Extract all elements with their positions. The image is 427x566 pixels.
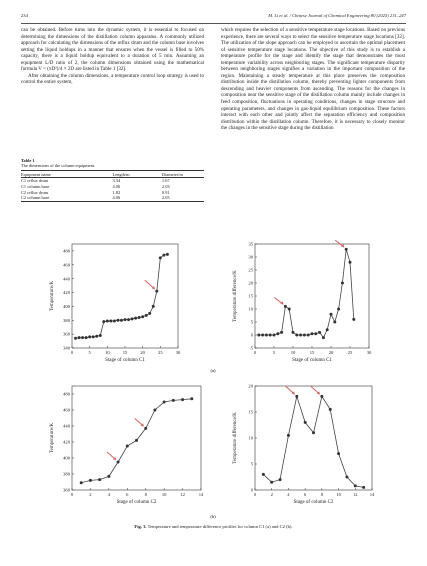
figure-panel-label-b: (b) bbox=[210, 514, 216, 519]
data-point bbox=[74, 337, 77, 340]
y-tick-label: 10 bbox=[248, 435, 253, 441]
figure-panel-label-a: (a) bbox=[210, 368, 216, 373]
x-tick-label: 30 bbox=[175, 350, 181, 355]
data-point bbox=[265, 334, 268, 337]
series-line bbox=[259, 249, 354, 337]
plot-frame bbox=[255, 386, 372, 490]
y-tick-label: 480 bbox=[63, 391, 70, 397]
x-tick-label: 6 bbox=[303, 492, 307, 497]
table-cell: C1 column base bbox=[21, 184, 50, 190]
y-tick-label: 420 bbox=[63, 439, 70, 445]
data-point bbox=[181, 398, 184, 401]
data-point bbox=[269, 334, 272, 337]
data-point bbox=[304, 421, 307, 424]
figure-caption bbox=[21, 524, 406, 529]
data-point bbox=[352, 318, 355, 321]
table-cell: 4.06 bbox=[113, 195, 162, 201]
data-point bbox=[257, 334, 260, 337]
table-cell: 1.67 bbox=[161, 178, 170, 184]
x-tick-label: 4 bbox=[287, 492, 290, 497]
x-tick-label: 30 bbox=[366, 350, 372, 355]
data-point bbox=[172, 399, 175, 402]
data-point bbox=[341, 282, 344, 285]
x-tick-label: 12 bbox=[180, 492, 185, 497]
data-point bbox=[113, 319, 116, 322]
series-line bbox=[263, 396, 363, 487]
data-point bbox=[92, 335, 95, 338]
table-cell: C1 reflux drum bbox=[21, 178, 49, 184]
y-axis-label: Temperature difference/K bbox=[233, 412, 238, 464]
data-point bbox=[141, 315, 144, 318]
data-point bbox=[284, 305, 287, 308]
data-point bbox=[109, 319, 112, 322]
data-point bbox=[162, 254, 165, 257]
data-point bbox=[116, 319, 119, 322]
data-point bbox=[318, 331, 321, 334]
data-point bbox=[262, 473, 265, 476]
data-point bbox=[153, 409, 156, 412]
chart-panel-1 bbox=[50, 244, 181, 363]
y-tick-label: 25 bbox=[248, 267, 253, 273]
y-tick-label: 30 bbox=[248, 254, 253, 260]
left-paragraph-2: After obtaining the column dimensions, a temperature control loop strategy is used to control the entire system, bbox=[21, 72, 204, 86]
plot-frame bbox=[72, 386, 201, 490]
x-tick-label: 0 bbox=[253, 492, 257, 497]
data-point bbox=[134, 317, 137, 320]
data-point bbox=[322, 336, 325, 339]
data-point bbox=[299, 334, 302, 337]
y-tick-label: 0 bbox=[250, 332, 253, 338]
data-point bbox=[333, 321, 336, 324]
y-tick-label: 5 bbox=[250, 319, 253, 325]
data-point bbox=[311, 332, 314, 335]
x-tick-label: 6 bbox=[126, 492, 129, 497]
data-point bbox=[320, 395, 323, 398]
data-point bbox=[95, 335, 98, 338]
x-tick-label: 10 bbox=[161, 492, 167, 497]
table-cell: 2.03 bbox=[161, 184, 170, 190]
data-point bbox=[345, 476, 348, 479]
x-tick-label: 10 bbox=[290, 350, 296, 355]
chart-panel-2 bbox=[233, 242, 372, 363]
data-point bbox=[85, 336, 88, 339]
data-point bbox=[303, 334, 306, 337]
x-tick-label: 5 bbox=[272, 350, 276, 355]
x-tick-label: 25 bbox=[347, 350, 353, 355]
table-caption: The dimensions of the column equipment. bbox=[21, 163, 96, 168]
data-point bbox=[138, 316, 141, 319]
data-point bbox=[124, 318, 127, 321]
x-axis-label: Stage of column C2 bbox=[293, 500, 334, 505]
y-tick-label: 20 bbox=[248, 280, 253, 286]
y-tick-label: 20 bbox=[248, 383, 253, 389]
data-point bbox=[190, 397, 193, 400]
y-tick-label: 340 bbox=[63, 345, 70, 351]
data-point bbox=[362, 486, 365, 489]
y-tick-label: 460 bbox=[63, 407, 70, 413]
x-tick-label: 14 bbox=[198, 492, 204, 497]
data-point bbox=[99, 334, 102, 337]
data-point bbox=[81, 336, 84, 339]
data-point bbox=[135, 439, 138, 442]
x-tick-label: 12 bbox=[352, 492, 358, 497]
x-tick-label: 4 bbox=[107, 492, 111, 497]
data-point bbox=[144, 427, 147, 430]
data-point bbox=[131, 317, 134, 320]
table-cell: 0.91 bbox=[161, 189, 170, 195]
plot-frame bbox=[72, 244, 178, 348]
y-axis-label: Temperature/K bbox=[50, 422, 55, 454]
y-axis-label: Temperature/K bbox=[50, 280, 55, 312]
y-tick-label: 15 bbox=[248, 409, 253, 415]
y-tick-label: 380 bbox=[63, 317, 70, 323]
x-tick-label: 10 bbox=[105, 350, 110, 355]
series-line bbox=[76, 254, 168, 338]
table-cell: 4.06 bbox=[112, 184, 121, 190]
x-axis-label: Stage of column C1 bbox=[292, 358, 332, 363]
data-point bbox=[102, 320, 105, 323]
journal-citation: M. Li et al. / Chinese Journal of Chemical Engineering 80 (2025) 231–247 bbox=[268, 13, 406, 18]
y-tick-label: 440 bbox=[63, 276, 70, 282]
y-tick-label: 400 bbox=[63, 455, 70, 461]
y-tick-label: 15 bbox=[248, 293, 253, 299]
data-point bbox=[78, 336, 81, 339]
x-axis-label: Stage of column C2 bbox=[116, 500, 157, 505]
x-tick-label: 15 bbox=[122, 350, 128, 355]
y-tick-label: -5 bbox=[249, 345, 253, 351]
y-tick-label: 10 bbox=[248, 306, 253, 312]
data-point bbox=[120, 319, 123, 322]
data-point bbox=[107, 475, 110, 478]
data-point bbox=[106, 319, 109, 322]
right-paragraph-1: which requires the selection of a sensitive temperature stage locations. Based on previous experience, there are several ways to select the sensitive temperature stage locations [32]. The utilization of the slope approach can be employed to ascertain the optimal placement of sensitive temperature stage locations. The objective of this study is to establish a temperature profile for the stage and identify the stage that demonstrates the most temperature variability across neighboring stages. The significant temperature disparity between neighboring stages signifies a variation in the important composition of the region. Maintaining a steady temperature at this place preserves the composition distribution inside the distillation column, thereby preventing lighter components from descending and heavier components from ascending. The reasons for the changes in composition near the sensitive stage of the distillation column mainly include changes in feed composition, fluctuations in operating conditions, changes in stage structure and operating parameters, and changes in gas-liquid equilibrium composition. These factors interact with each other and jointly affect the separation efficiency and composition distribution within the distillation column. Therefore, it is necessary to closely monitor the changes in the sensitive stage during the distillation bbox=[221, 27, 405, 132]
y-tick-label: 480 bbox=[63, 248, 70, 254]
x-tick-label: 0 bbox=[253, 350, 257, 355]
data-point bbox=[280, 331, 283, 334]
data-point bbox=[163, 401, 166, 404]
data-point bbox=[330, 313, 333, 316]
data-point bbox=[98, 478, 101, 481]
data-point bbox=[326, 328, 329, 331]
x-tick-label: 15 bbox=[309, 350, 315, 355]
table-cell: C2 reflux drum bbox=[21, 189, 49, 195]
figure-caption-text: Temperature and temperature difference profiles for column C1 (a) and C2 (b). bbox=[147, 524, 293, 529]
x-tick-label: 2 bbox=[89, 492, 92, 497]
y-tick-label: 440 bbox=[63, 423, 70, 429]
data-point bbox=[349, 261, 352, 264]
data-point bbox=[345, 248, 348, 251]
data-point bbox=[314, 332, 317, 335]
data-point bbox=[88, 335, 91, 338]
figure-caption-number: Fig. 3. bbox=[134, 524, 147, 529]
data-point bbox=[126, 445, 129, 448]
x-tick-label: 8 bbox=[320, 492, 324, 497]
x-tick-label: 20 bbox=[328, 350, 334, 355]
data-point bbox=[117, 461, 120, 464]
data-point bbox=[89, 479, 92, 482]
table-header-cell: Equipment name bbox=[21, 171, 113, 178]
data-point bbox=[292, 331, 295, 334]
data-point bbox=[166, 253, 169, 256]
table-header-cell: Length/m bbox=[113, 171, 162, 178]
data-point bbox=[288, 308, 291, 311]
data-point bbox=[80, 481, 83, 484]
x-axis-label: Stage of column C1 bbox=[105, 358, 145, 363]
page-number: 234 bbox=[21, 13, 28, 18]
x-tick-label: 0 bbox=[70, 492, 74, 497]
x-tick-label: 0 bbox=[70, 350, 74, 355]
data-point bbox=[155, 290, 158, 293]
data-point bbox=[307, 334, 310, 337]
data-point bbox=[354, 484, 357, 487]
data-point bbox=[276, 332, 279, 335]
x-tick-label: 25 bbox=[158, 350, 163, 355]
x-tick-label: 8 bbox=[144, 492, 147, 497]
table-caption-number: Table 1 bbox=[21, 158, 35, 163]
y-tick-label: 35 bbox=[248, 241, 253, 247]
x-tick-label: 5 bbox=[88, 350, 91, 355]
data-point bbox=[287, 434, 290, 437]
data-point bbox=[295, 334, 298, 337]
y-axis-label: Temperature difference/K bbox=[233, 270, 238, 322]
y-tick-label: 460 bbox=[63, 262, 70, 268]
left-paragraph-1: can be obtained. Before turns into the dynamic system, it is essential to focused on determining the dimensions of the distillation column apparatus. A commonly utilized approach for calculating the dimensions of the reflux drum and the column base involves setting the liquid holdups in a manner that ensures when the vessel is filled to 50% capacity, there is a liquid holdup equivalent to a duration of 5 min. Assuming an equipment L/D ratio of 2, the column dimensions obtained using the mathematical formula V = (πD²)/4 × 2D are listed in Table 1 [32]. bbox=[21, 27, 204, 73]
y-tick-label: 360 bbox=[63, 331, 70, 337]
table-cell: 1.82 bbox=[112, 189, 121, 195]
y-tick-label: 420 bbox=[63, 290, 70, 296]
y-tick-label: 5 bbox=[250, 461, 253, 467]
chart-panel-4 bbox=[233, 384, 375, 505]
data-point bbox=[273, 334, 276, 337]
x-tick-label: 14 bbox=[369, 492, 375, 497]
x-tick-label: 2 bbox=[270, 492, 273, 497]
data-point bbox=[312, 431, 315, 434]
x-tick-label: 10 bbox=[336, 492, 341, 497]
data-point bbox=[279, 478, 282, 481]
data-point bbox=[295, 395, 298, 398]
data-point bbox=[148, 312, 151, 315]
y-tick-label: 360 bbox=[63, 487, 70, 493]
y-tick-label: 400 bbox=[63, 304, 70, 309]
x-tick-label: 20 bbox=[140, 350, 145, 355]
y-tick-label: 0 bbox=[250, 487, 253, 493]
data-point bbox=[261, 334, 264, 337]
data-point bbox=[127, 318, 130, 321]
data-point bbox=[337, 452, 340, 455]
data-point bbox=[159, 256, 162, 259]
table-cell: 2.03 bbox=[162, 195, 204, 201]
table-cell: C2 column base bbox=[21, 195, 113, 201]
y-tick-label: 380 bbox=[63, 471, 70, 477]
data-point bbox=[145, 314, 148, 317]
table-header-cell: Diameter/m bbox=[162, 171, 204, 178]
data-point bbox=[337, 308, 340, 311]
data-point bbox=[270, 481, 273, 484]
data-point bbox=[152, 305, 155, 308]
chart-panel-3 bbox=[50, 386, 204, 505]
table-cell: 3.34 bbox=[112, 178, 121, 184]
data-point bbox=[329, 408, 332, 411]
